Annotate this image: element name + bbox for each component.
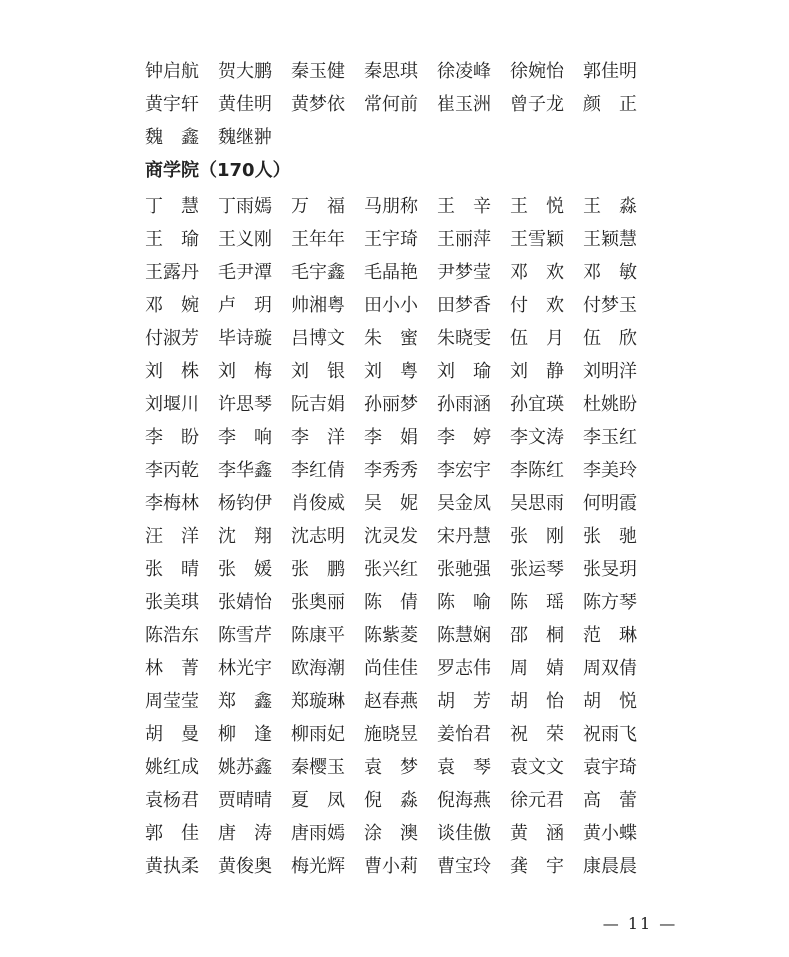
student-name: 梅光辉 — [291, 856, 345, 877]
section_names-row — [145, 325, 665, 353]
student-name: 祝雨飞 — [583, 724, 637, 745]
student-name: 唐雨嫣 — [291, 823, 345, 844]
student-name: 胡 芳 — [437, 691, 491, 712]
student-name: 李梅林 — [145, 493, 199, 514]
student-name: 魏继翀 — [218, 127, 272, 148]
student-name: 刘 梅 — [218, 361, 272, 382]
student-name: 周双倩 — [583, 658, 637, 679]
student-name: 郭佳明 — [583, 61, 637, 82]
student-name: 刘 株 — [145, 361, 199, 382]
student-name: 姚红成 — [145, 757, 199, 778]
student-name: 李 洋 — [291, 427, 345, 448]
student-name: 王年年 — [291, 229, 345, 250]
student-name: 陈方琴 — [583, 592, 637, 613]
student-name: 郭 佳 — [145, 823, 199, 844]
student-name: 徐凌峰 — [437, 61, 491, 82]
section_names-row — [145, 589, 665, 617]
student-name: 宋丹慧 — [437, 526, 491, 547]
student-name: 黄俊奥 — [218, 856, 272, 877]
student-name: 刘 银 — [291, 361, 345, 382]
student-name: 欧海潮 — [291, 658, 345, 679]
student-name: 张驰强 — [437, 559, 491, 580]
student-name: 魏 鑫 — [145, 127, 199, 148]
student-name: 田小小 — [364, 295, 418, 316]
student-name: 吴 妮 — [364, 493, 418, 514]
student-name: 王宇琦 — [364, 229, 418, 250]
student-name: 沈灵发 — [364, 526, 418, 547]
student-name: 张 晴 — [145, 559, 199, 580]
section_names-row — [145, 193, 665, 221]
student-name: 贾晴晴 — [218, 790, 272, 811]
student-name: 李 娟 — [364, 427, 418, 448]
student-name: 曹小莉 — [364, 856, 418, 877]
student-name: 王 瑜 — [145, 229, 199, 250]
student-name: 陈雪芹 — [218, 625, 272, 646]
student-name: 阮吉娟 — [291, 394, 345, 415]
student-name: 尚佳佳 — [364, 658, 418, 679]
student-name: 袁 琴 — [437, 757, 491, 778]
student-name: 帅湘粤 — [291, 295, 345, 316]
student-name: 陈 倩 — [364, 592, 418, 613]
student-name: 秦樱玉 — [291, 757, 345, 778]
student-name: 许思琴 — [218, 394, 272, 415]
section_names-row — [145, 787, 665, 815]
student-name: 张 驰 — [583, 526, 637, 547]
student-name: 周 婧 — [510, 658, 564, 679]
student-name: 祝 荣 — [510, 724, 564, 745]
student-name: 刘 粤 — [364, 361, 418, 382]
section_names-row — [145, 226, 665, 254]
section-heading: 商学院（170人） — [145, 160, 291, 181]
student-name: 柳 逢 — [218, 724, 272, 745]
student-name: 胡 悦 — [583, 691, 637, 712]
student-name: 郑 鑫 — [218, 691, 272, 712]
student-name: 张婧怡 — [218, 592, 272, 613]
student-name: 陈紫菱 — [364, 625, 418, 646]
student-name: 万 福 — [291, 196, 345, 217]
student-name: 邓 婉 — [145, 295, 199, 316]
student-name: 张运琴 — [510, 559, 564, 580]
student-name: 倪海燕 — [437, 790, 491, 811]
student-name: 汪 洋 — [145, 526, 199, 547]
student-name: 徐元君 — [510, 790, 564, 811]
section_names-row — [145, 358, 665, 386]
student-name: 胡 曼 — [145, 724, 199, 745]
section_names-row — [145, 688, 665, 716]
student-name: 朱晓雯 — [437, 328, 491, 349]
student-name: 伍 月 — [510, 328, 564, 349]
top_names-row — [145, 124, 665, 152]
student-name: 林 菁 — [145, 658, 199, 679]
student-name: 黄小蝶 — [583, 823, 637, 844]
student-name: 姜怡君 — [437, 724, 491, 745]
student-name: 李 盼 — [145, 427, 199, 448]
student-name: 涂 澳 — [364, 823, 418, 844]
student-name: 李华鑫 — [218, 460, 272, 481]
student-name: 钟启航 — [145, 61, 199, 82]
student-name: 吴金凤 — [437, 493, 491, 514]
student-name: 黄执柔 — [145, 856, 199, 877]
student-name: 袁文文 — [510, 757, 564, 778]
section_names-row — [145, 490, 665, 518]
student-name: 施晓昱 — [364, 724, 418, 745]
student-name: 马朋称 — [364, 196, 418, 217]
student-name: 沈志明 — [291, 526, 345, 547]
student-name: 曾子龙 — [510, 94, 564, 115]
student-name: 姚苏鑫 — [218, 757, 272, 778]
student-name: 张旻玥 — [583, 559, 637, 580]
student-name: 胡 怡 — [510, 691, 564, 712]
student-name: 孙丽梦 — [364, 394, 418, 415]
student-name: 陈 瑶 — [510, 592, 564, 613]
student-name: 高 蕾 — [583, 790, 637, 811]
student-name: 刘明洋 — [583, 361, 637, 382]
student-name: 张 媛 — [218, 559, 272, 580]
section_names-row — [145, 523, 665, 551]
student-name: 丁雨嫣 — [218, 196, 272, 217]
student-name: 刘 静 — [510, 361, 564, 382]
student-name: 陈 喻 — [437, 592, 491, 613]
student-name: 李秀秀 — [364, 460, 418, 481]
student-name: 龚 宇 — [510, 856, 564, 877]
student-name: 孙雨涵 — [437, 394, 491, 415]
student-name: 秦玉健 — [291, 61, 345, 82]
section_names-row — [145, 853, 665, 881]
student-name: 王 悦 — [510, 196, 564, 217]
student-name: 田梦香 — [437, 295, 491, 316]
student-name: 夏 凤 — [291, 790, 345, 811]
section_names-row — [145, 292, 665, 320]
student-name: 倪 淼 — [364, 790, 418, 811]
section_names-row — [145, 556, 665, 584]
student-name: 陈慧娴 — [437, 625, 491, 646]
student-name: 朱 蜜 — [364, 328, 418, 349]
student-name: 毕诗璇 — [218, 328, 272, 349]
student-name: 孙宜瑛 — [510, 394, 564, 415]
student-name: 付 欢 — [510, 295, 564, 316]
student-name: 袁宇琦 — [583, 757, 637, 778]
student-name: 范 琳 — [583, 625, 637, 646]
student-name: 吴思雨 — [510, 493, 564, 514]
student-name: 柳雨妃 — [291, 724, 345, 745]
student-name: 康晨晨 — [583, 856, 637, 877]
student-name: 袁杨君 — [145, 790, 199, 811]
student-name: 李美玲 — [583, 460, 637, 481]
student-name: 常何前 — [364, 94, 418, 115]
section_names-row — [145, 820, 665, 848]
section_names-row — [145, 391, 665, 419]
student-name: 付梦玉 — [583, 295, 637, 316]
student-name: 张美琪 — [145, 592, 199, 613]
section_names-row — [145, 754, 665, 782]
student-name: 李红倩 — [291, 460, 345, 481]
student-name: 崔玉洲 — [437, 94, 491, 115]
student-name: 邓 欢 — [510, 262, 564, 283]
student-name: 郑璇琳 — [291, 691, 345, 712]
student-name: 王雪颖 — [510, 229, 564, 250]
student-name: 王 辛 — [437, 196, 491, 217]
student-name: 邵 桐 — [510, 625, 564, 646]
student-name: 张 鹏 — [291, 559, 345, 580]
student-name: 黄佳明 — [218, 94, 272, 115]
student-name: 毛尹潭 — [218, 262, 272, 283]
student-name: 何明霞 — [583, 493, 637, 514]
student-name: 颜 正 — [583, 94, 637, 115]
student-name: 赵春燕 — [364, 691, 418, 712]
student-name: 邓 敏 — [583, 262, 637, 283]
student-name: 毛宇鑫 — [291, 262, 345, 283]
student-name: 张 刚 — [510, 526, 564, 547]
student-name: 杨钧伊 — [218, 493, 272, 514]
student-name: 谈佳傲 — [437, 823, 491, 844]
student-name: 陈浩东 — [145, 625, 199, 646]
student-name: 曹宝玲 — [437, 856, 491, 877]
section_names-row — [145, 622, 665, 650]
student-name: 卢 玥 — [218, 295, 272, 316]
student-name: 丁 慧 — [145, 196, 199, 217]
top_names-row — [145, 58, 665, 86]
student-name: 伍 欣 — [583, 328, 637, 349]
section_names-row — [145, 424, 665, 452]
student-name: 李 婷 — [437, 427, 491, 448]
student-name: 林光宇 — [218, 658, 272, 679]
student-name: 罗志伟 — [437, 658, 491, 679]
student-name: 张奥丽 — [291, 592, 345, 613]
top_names-row — [145, 91, 665, 119]
student-name: 肖俊威 — [291, 493, 345, 514]
student-name: 杜姚盼 — [583, 394, 637, 415]
student-name: 王颖慧 — [583, 229, 637, 250]
student-name: 李文涛 — [510, 427, 564, 448]
student-name: 毛晶艳 — [364, 262, 418, 283]
section_names-row — [145, 457, 665, 485]
student-name: 付淑芳 — [145, 328, 199, 349]
student-name: 张兴红 — [364, 559, 418, 580]
student-name: 王义刚 — [218, 229, 272, 250]
section_names-row — [145, 259, 665, 287]
student-name: 黄梦依 — [291, 94, 345, 115]
student-name: 沈 翔 — [218, 526, 272, 547]
student-name: 王露丹 — [145, 262, 199, 283]
student-name: 黄 涵 — [510, 823, 564, 844]
student-name: 袁 梦 — [364, 757, 418, 778]
student-name: 王 淼 — [583, 196, 637, 217]
student-name: 尹梦莹 — [437, 262, 491, 283]
student-name: 李陈红 — [510, 460, 564, 481]
student-name: 李丙乾 — [145, 460, 199, 481]
student-name: 唐 涛 — [218, 823, 272, 844]
student-name: 吕博文 — [291, 328, 345, 349]
student-name: 陈康平 — [291, 625, 345, 646]
student-name: 李 响 — [218, 427, 272, 448]
page-number: — 11 — — [602, 914, 678, 933]
student-name: 秦思琪 — [364, 61, 418, 82]
student-name: 周莹莹 — [145, 691, 199, 712]
student-name: 李宏宇 — [437, 460, 491, 481]
student-name: 徐婉怡 — [510, 61, 564, 82]
student-name: 刘 瑜 — [437, 361, 491, 382]
section_names-row — [145, 655, 665, 683]
student-name: 王丽萍 — [437, 229, 491, 250]
student-name: 刘堰川 — [145, 394, 199, 415]
student-name: 李玉红 — [583, 427, 637, 448]
student-name: 贺大鹏 — [218, 61, 272, 82]
student-name: 黄宇轩 — [145, 94, 199, 115]
section_names-row — [145, 721, 665, 749]
